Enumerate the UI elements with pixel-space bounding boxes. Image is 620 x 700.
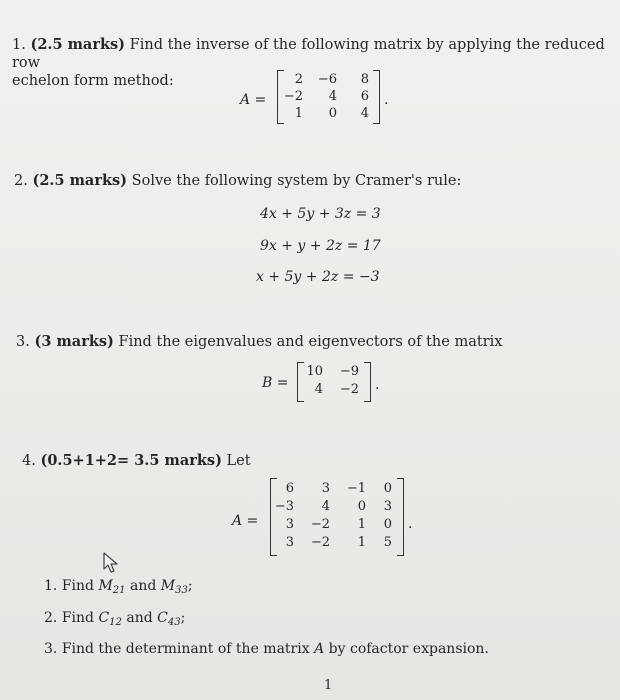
q4-cell: 1 <box>357 517 366 532</box>
subitem-text: and <box>125 578 161 594</box>
subitem-symbol: C <box>98 610 110 626</box>
q2-equation: 9x + y + 2z = 17 <box>260 238 381 254</box>
subitem-subscript: 33 <box>175 585 188 596</box>
q1-cell: −6 <box>317 72 337 87</box>
q4-cell: 4 <box>321 499 330 514</box>
q4-cell: −2 <box>310 535 330 550</box>
subitem-text: Find the determinant of the matrix <box>61 641 315 657</box>
question-2 <box>14 172 614 190</box>
q4-text: Let <box>226 453 251 469</box>
q1-matrix <box>277 70 380 124</box>
q3-marks: (3 marks) <box>34 333 114 350</box>
q4-marks: (0.5+1+2= 3.5 marks) <box>40 452 222 469</box>
subitem-text: by cofactor expansion. <box>324 641 489 657</box>
subitem-symbol: M <box>98 578 113 594</box>
subitem-text: Find <box>61 610 99 626</box>
q4-cell: 6 <box>285 481 294 496</box>
q3-cell: −9 <box>339 364 359 379</box>
q4-cell: −3 <box>274 499 294 514</box>
q4-subitem-1 <box>44 578 193 596</box>
subitem-symbol: M <box>160 578 176 594</box>
q3-trail: . <box>375 377 380 393</box>
q4-cell: 0 <box>357 499 366 514</box>
subitem-symbol: C <box>157 610 168 626</box>
q4-cell: 3 <box>383 499 392 514</box>
q2-number: 2. <box>14 173 28 189</box>
q4-cell: 0 <box>383 481 392 496</box>
q2-equation: x + 5y + 2z = −3 <box>256 269 380 285</box>
q1-cell: −2 <box>283 89 303 104</box>
q4-cell: 3 <box>321 481 330 496</box>
subitem-symbol: A <box>314 641 325 657</box>
q1-matrix-label: A = <box>240 92 267 108</box>
q2-text: Solve the following system by Cramer's rule: <box>131 173 462 189</box>
q4-subitem-3 <box>44 641 489 657</box>
subitem-number: 1. <box>44 578 58 594</box>
q1-text-cont: echelon form method: <box>12 73 174 89</box>
q3-matrix-label: B = <box>262 375 289 391</box>
subitem-number: 3. <box>44 641 58 657</box>
q1-text: Find the inverse of the following matrix by applying the reduced row <box>12 37 605 71</box>
subitem-subscript: 43 <box>167 617 181 628</box>
q1-trail: . <box>384 92 389 108</box>
subitem-text: ; <box>187 578 193 594</box>
q1-cell: 8 <box>360 72 369 87</box>
subitem-text: Find <box>61 578 99 594</box>
q1-cell: 2 <box>294 72 303 87</box>
q1-cell: 4 <box>328 89 337 104</box>
q3-matrix <box>297 362 371 402</box>
subitem-text: ; <box>180 610 186 626</box>
q4-matrix <box>270 478 404 556</box>
q4-cell: 1 <box>357 535 366 550</box>
q4-cell: 3 <box>285 535 294 550</box>
mouse-pointer-icon <box>102 552 120 574</box>
subitem-text: and <box>121 610 158 626</box>
q4-cell: −2 <box>310 517 330 532</box>
q1-cell: 1 <box>294 106 303 121</box>
q4-cell: 5 <box>383 535 392 550</box>
q4-cell: 3 <box>285 517 294 532</box>
q4-cell: −1 <box>346 481 366 496</box>
q3-cell: 4 <box>314 382 323 397</box>
subitem-subscript: 21 <box>112 585 126 596</box>
subitem-number: 2. <box>44 610 58 626</box>
q4-subitem-2 <box>44 610 185 628</box>
question-3 <box>16 333 616 351</box>
q3-cell: −2 <box>339 382 359 397</box>
q4-number: 4. <box>22 453 36 469</box>
q2-marks: (2.5 marks) <box>32 172 128 189</box>
q1-cell: 0 <box>328 106 337 121</box>
q3-cell: 10 <box>306 364 323 379</box>
q3-text: Find the eigenvalues and eigenvectors of the matrix <box>118 334 503 350</box>
page-number: 1 <box>324 678 333 693</box>
q4-cell: 0 <box>383 517 392 532</box>
q2-equation: 4x + 5y + 3z = 3 <box>260 206 381 222</box>
subitem-subscript: 12 <box>109 617 122 628</box>
q3-number: 3. <box>16 334 30 350</box>
q1-cell: 4 <box>360 106 369 121</box>
q4-trail: . <box>408 516 413 532</box>
q4-matrix-label: A = <box>232 513 259 529</box>
q1-number: 1. <box>12 37 26 53</box>
q1-cell: 6 <box>360 89 369 104</box>
q1-marks: (2.5 marks) <box>30 36 126 53</box>
question-4 <box>22 452 612 470</box>
